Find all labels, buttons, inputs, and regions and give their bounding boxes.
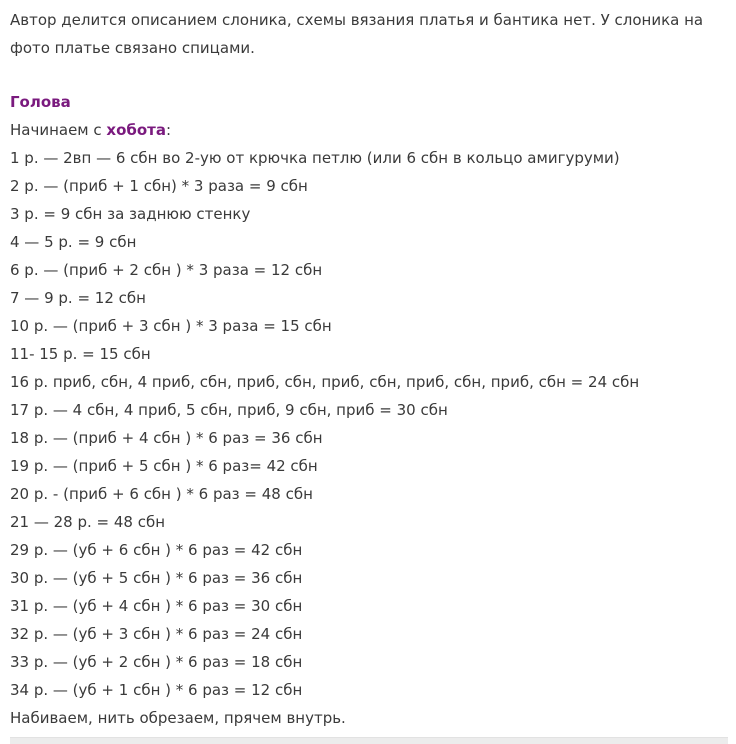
start-line (10, 116, 726, 144)
pattern-row: 30 р. — (уб + 5 сбн ) * 6 раз = 36 сбн (10, 569, 303, 587)
section-title: Голова (10, 93, 71, 111)
closing-line: Набиваем, нить обрезаем, прячем внутрь. (10, 709, 346, 727)
pattern-row: 29 р. — (уб + 6 сбн ) * 6 раз = 42 сбн (10, 541, 303, 559)
pattern-row: 3 р. = 9 сбн за заднюю стенку (10, 205, 251, 223)
start-line-prefix: Начинаем с (10, 121, 107, 139)
pattern-row: 17 р. — 4 сбн, 4 приб, 5 сбн, приб, 9 сбн, приб = 30 сбн (10, 401, 448, 419)
pattern-row: 4 — 5 р. = 9 сбн (10, 233, 137, 251)
pattern-row: 20 р. - (приб + 6 сбн ) * 6 раз = 48 сбн (10, 485, 313, 503)
article-body (10, 6, 726, 732)
pattern-row: 7 — 9 р. = 12 сбн (10, 289, 146, 307)
pattern-row: 32 р. — (уб + 3 сбн ) * 6 раз = 24 сбн (10, 625, 303, 643)
pattern-row: 11- 15 р. = 15 сбн (10, 345, 151, 363)
pattern-row: 6 р. — (приб + 2 сбн ) * 3 раза = 12 сбн (10, 261, 323, 279)
pattern-row: 16 р. приб, сбн, 4 приб, сбн, приб, сбн, приб, сбн, приб, сбн, приб, сбн = 24 сбн (10, 373, 640, 391)
pattern-row: 34 р. — (уб + 1 сбн ) * 6 раз = 12 сбн (10, 681, 303, 699)
pattern-row: 2 р. — (приб + 1 сбн) * 3 раза = 9 сбн (10, 177, 308, 195)
bottom-divider (10, 737, 728, 744)
pattern-row: 10 р. — (приб + 3 сбн ) * 3 раза = 15 сбн (10, 317, 332, 335)
pattern-row: 21 — 28 р. = 48 сбн (10, 513, 166, 531)
pattern-row: 19 р. — (приб + 5 сбн ) * 6 раз= 42 сбн (10, 457, 318, 475)
trunk-highlight: хобота (106, 121, 166, 139)
pattern-row: 33 р. — (уб + 2 сбн ) * 6 раз = 18 сбн (10, 653, 303, 671)
intro-paragraph: Автор делится описанием слоника, схемы вязания платья и бантика нет. У слоника на фото платье связано спицами. (10, 11, 704, 57)
pattern-row: 1 р. — 2вп — 6 сбн во 2-ую от крючка петлю (или 6 сбн в кольцо амигуруми) (10, 149, 620, 167)
pattern-row: 18 р. — (приб + 4 сбн ) * 6 раз = 36 сбн (10, 429, 323, 447)
pattern-rows (10, 144, 726, 704)
pattern-row: 31 р. — (уб + 4 сбн ) * 6 раз = 30 сбн (10, 597, 303, 615)
start-line-suffix: : (166, 121, 172, 139)
